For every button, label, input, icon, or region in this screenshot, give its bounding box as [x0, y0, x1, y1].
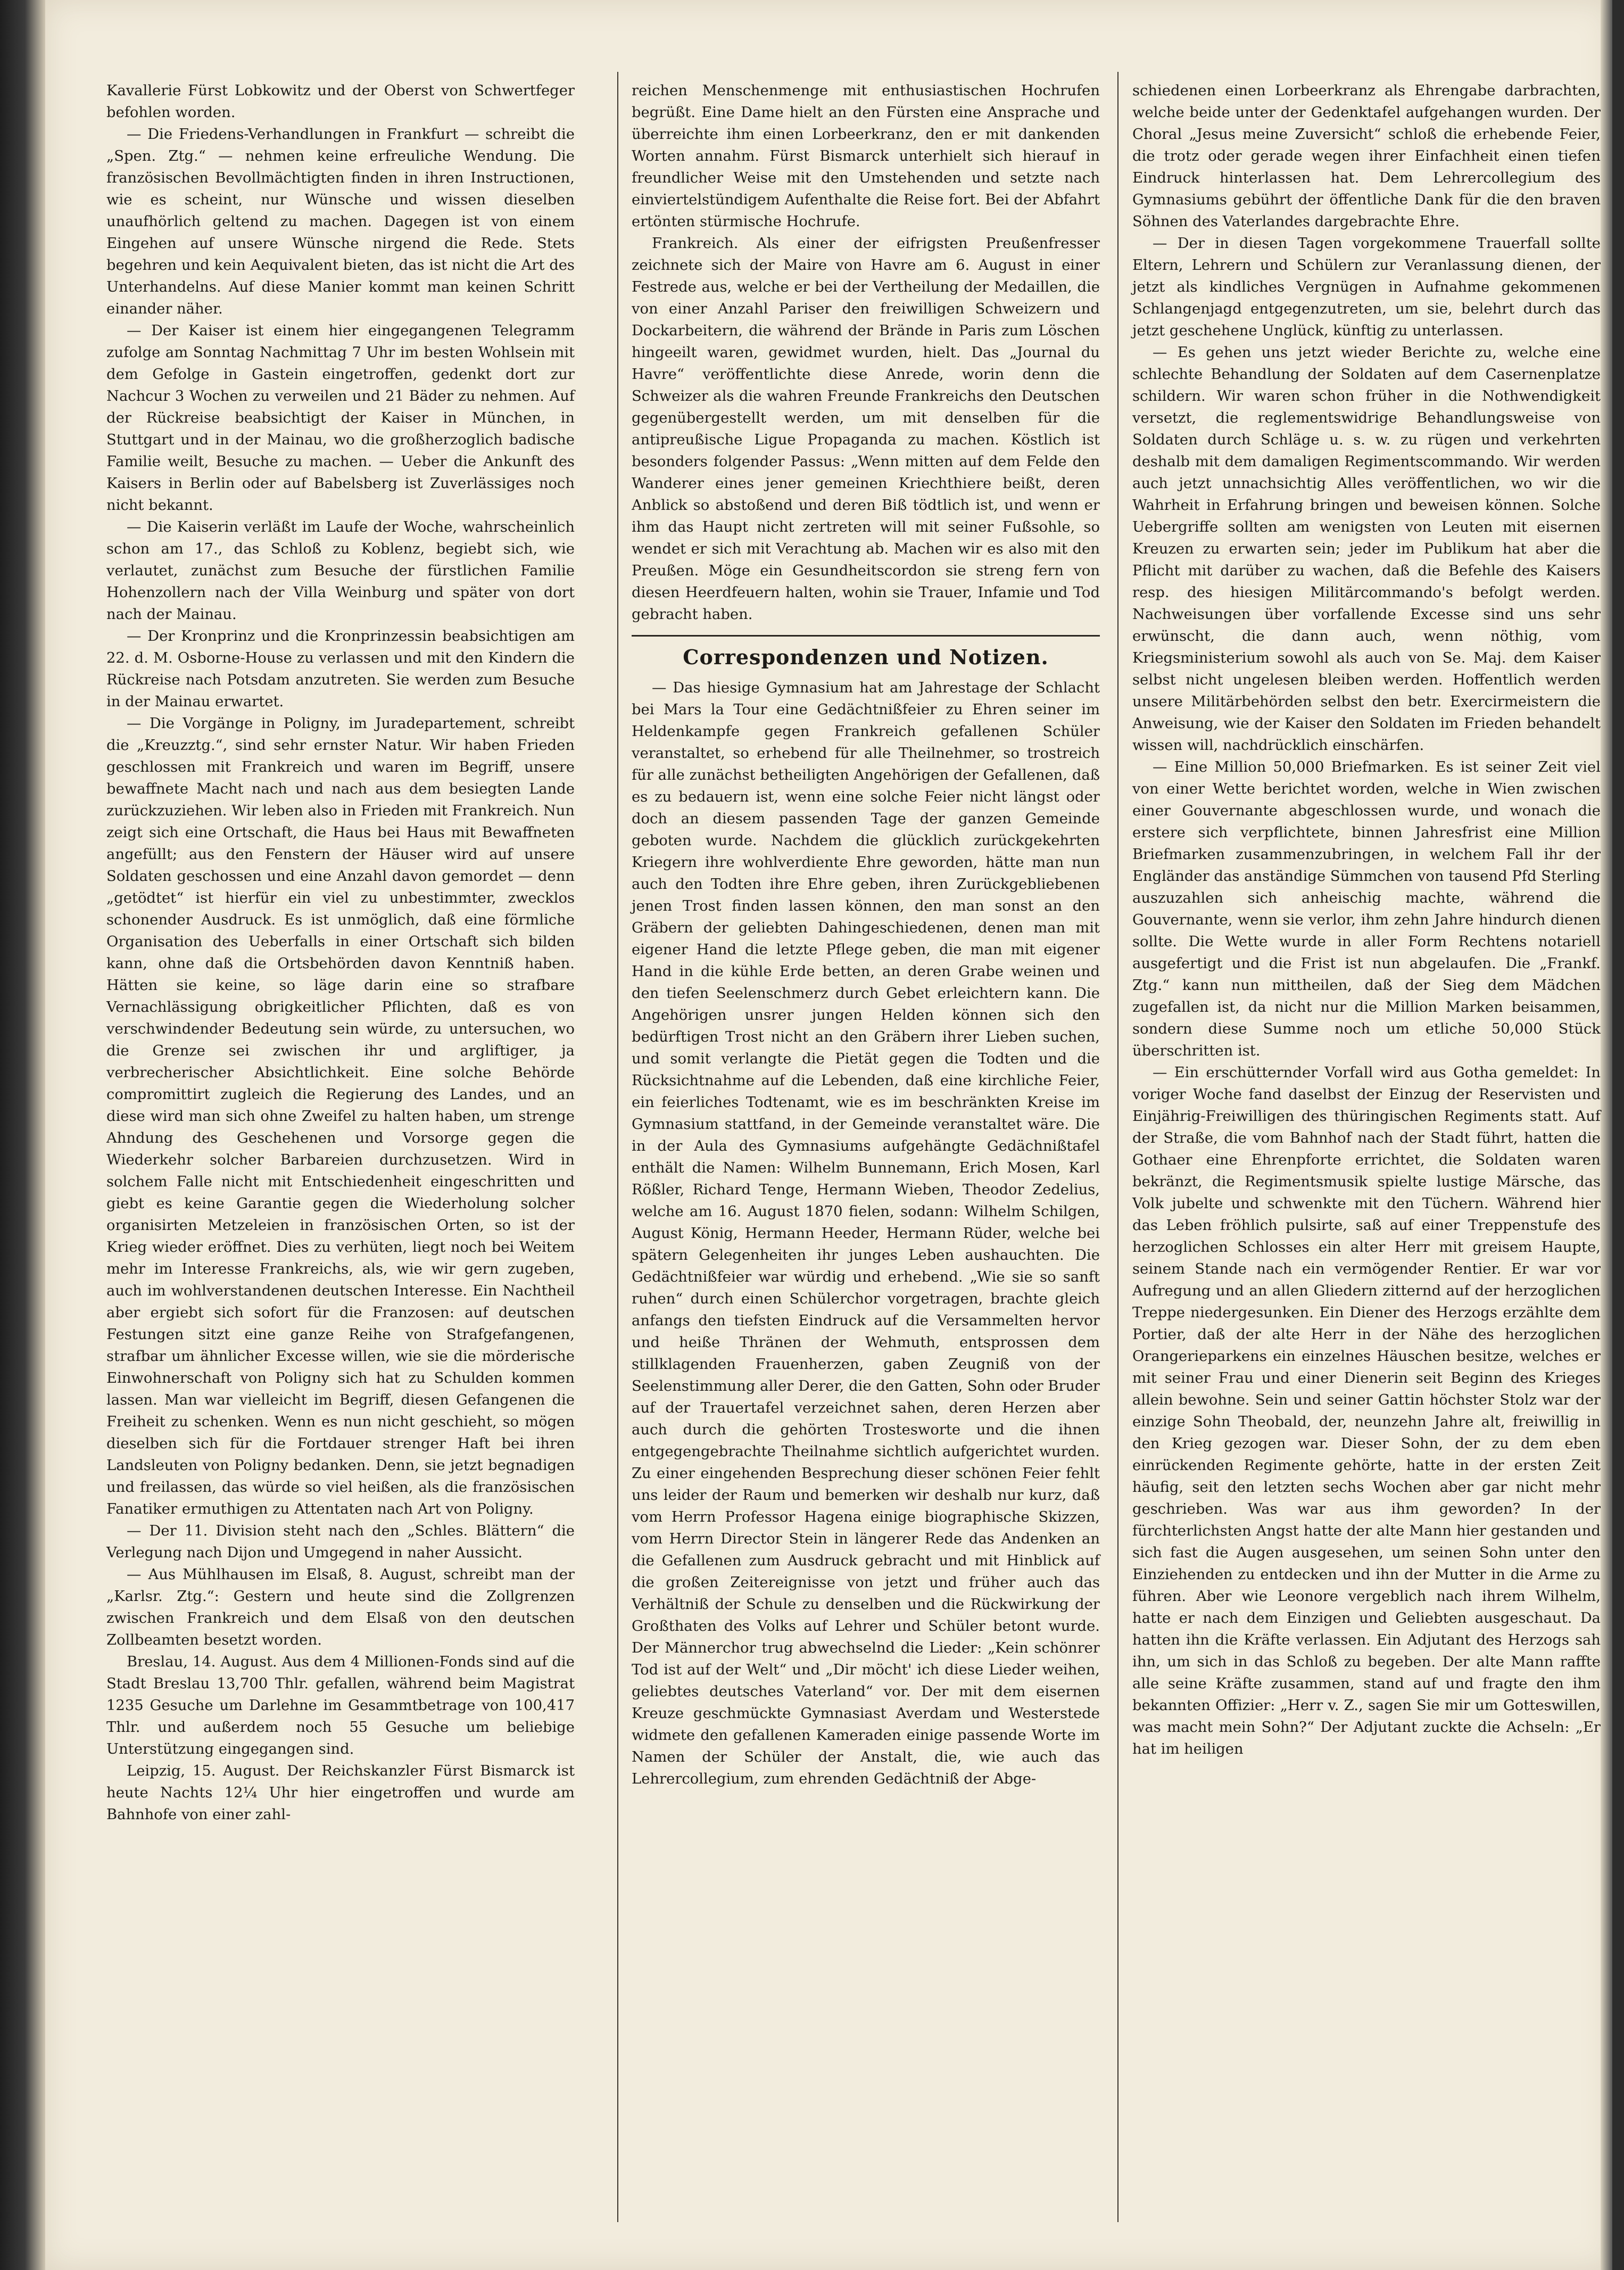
- article-paragraph: — Der 11. Division steht nach den „Schles. Blättern“ die Verlegung nach Dijon und Umgegend in naher Aussicht.: [106, 1523, 575, 1561]
- article-paragraph: — Eine Million 50,000 Briefmarken. Es ist seiner Zeit viel von einer Wette berichtet worden, welche in Wien zwischen einer Gouvernante abgeschlossen wurde, und wonach die erstere sich verpflichtete, binnen Jahresfrist eine Million Briefmarken zusammenzubringen, in welchem Fall ihr der Engländer das anständige Sümmchen von tausend Pfd Sterling auszuzahlen sich anheischig machte, während die Gouvernante, wenn sie verlor, ihm zehn Jahre hindurch dienen sollte. Die Wette wurde in aller Form Rechtens notariell ausgefertigt und die Frist ist nun abgelaufen. Die „Frankf. Ztg.“ kann nun mittheilen, daß der Sieg dem Mädchen zugefallen ist, da nicht nur die Million Marken beisammen, sondern diese Summe noch um etliche 50,000 Stück überschritten ist.: [1132, 759, 1601, 1059]
- article-paragraph: reichen Menschenmenge mit enthusiastischen Hochrufen begrüßt. Eine Dame hielt an den Fürsten eine Ansprache und überreichte ihm einen Lorbeerkranz, den er mit dankenden Worten annahm. Fürst Bismarck unterhielt sich hierauf in freundlicher Weise mit den Umstehenden und setzte nach einviertelstündigem Aufenthalte die Reise fort. Bei der Abfahrt ertönten stürmische Hochrufe.: [632, 82, 1100, 230]
- article-paragraph: Frankreich. Als einer der eifrigsten Preußenfresser zeichnete sich der Maire von Havre am 6. August in einer Festrede aus, welche er bei der Vertheilung der Medaillen, die von einer Anzahl Pariser den freiwilligen Schweizern und Dockarbeitern, die während der Brände in Paris zum Löschen hingeeilt waren, gewidmet wurden, hielt. Das „Journal du Havre“ veröffentlichte diese Anrede, worin denn die Schweizer als die wahren Freunde Frankreichs den Deutschen gegenübergestellt werden, um mit denselben für die antipreußische Ligue Propaganda zu machen. Köstlich ist besonders folgender Passus: „Wenn mitten auf dem Felde den Wanderer eines jener gemeinen Kriechthiere beißt, deren Anblick so abstoßend und deren Biß tödtlich ist, und wenn er ihm das Haupt nicht zertreten will mit seiner Fußsohle, so wendet er sich mit Verachtung ab. Machen wir es also mit den Preußen. Möge ein Gesundheitscordon sie streng fern von diesen Heerdfeuern halten, wohin sie Trauer, Infamie und Tod gebracht haben.: [632, 235, 1100, 623]
- column-3: [1132, 80, 1601, 1760]
- article-paragraph: — Es gehen uns jetzt wieder Berichte zu, welche eine schlechte Behandlung der Soldaten auf dem Casernenplatze schildern. Wir waren schon früher in die Nothwendigkeit versetzt, die reglementswidrige Behandlungsweise von Soldaten durch Schläge u. s. w. zu rügen und verkehrten deshalb mit dem damaligen Regimentscommando. Wir werden auch jetzt unnachsichtig Alles veröffentlichen, wo wir die Wahrheit in Erfahrung bringen und beweisen können. Solche Uebergriffe sollten am wenigsten von Leuten mit eisernen Kreuzen zu erwarten sein; jeder im Publikum hat aber die Pflicht mit darüber zu wachen, daß die Befehle des Kaisers resp. des hiesigen Militärcommando's befolgt werden. Nachweisungen über vorfallende Excesse sind uns sehr erwünscht, die dann auch, wenn nöthig, vom Kriegsministerium sowohl als auch von Se. Maj. dem Kaiser selbst nicht ungelesen bleiben werden. Hoffentlich werden unsere Militärbehörden selbst den betr. Exercirmeistern die Anweisung, wie der Kaiser den Soldaten im Frieden behandelt wissen will, nachdrücklich einschärfen.: [1132, 344, 1601, 754]
- page-binding-edge: [0, 0, 45, 2270]
- page-right-edge: [1601, 0, 1612, 2270]
- section-heading: Correspondenzen und Notizen.: [632, 635, 1100, 671]
- column-2: [632, 80, 1100, 1790]
- column-rule: [1117, 72, 1118, 2222]
- article-paragraph: schiedenen einen Lorbeerkranz als Ehrengabe darbrachten, welche beide unter der Gedenktafel aufgehangen wurden. Der Choral „Jesus meine Zuversicht“ schloß die erhebende Feier, die trotz oder gerade wegen ihrer Einfachheit einen tiefen Eindruck hinterlassen hat. Dem Lehrercollegium des Gymnasiums gebührt der öffentliche Dank für die den braven Söhnen des Vaterlandes dargebrachte Ehre.: [1132, 82, 1601, 230]
- article-paragraph: — Die Friedens-Verhandlungen in Frankfurt — schreibt die „Spen. Ztg.“ — nehmen keine erfreuliche Wendung. Die französischen Bevollmächtigten finden in ihren Instructionen, wie es scheint, nur Wünsche und wissen dieselben unaufhörlich geltend zu machen. Dagegen ist von einem Eingehen auf unsere Wünsche nirgend die Rede. Stets begehren und kein Aequivalent bieten, das ist nicht die Art des Unterhandelns. Auf diese Manier kommt man keinen Schritt einander näher.: [106, 126, 575, 317]
- article-paragraph: Kavallerie Fürst Lobkowitz und der Oberst von Schwertfeger befohlen worden.: [106, 82, 575, 121]
- column-2-bottom: [632, 677, 1100, 1790]
- article-paragraph: Leipzig, 15. August. Der Reichskanzler Fürst Bismarck ist heute Nachts 12¼ Uhr hier eingetroffen und wurde am Bahnhofe von einer zahl-: [106, 1763, 575, 1823]
- column-1: [106, 80, 575, 1826]
- article-paragraph: — Das hiesige Gymnasium hat am Jahrestage der Schlacht bei Mars la Tour eine Gedächtnißfeier zu Ehren seiner im Heldenkampfe gegen Frankreich gefallenen Schüler veranstaltet, so erhebend für alle Theilnehmer, so trostreich für alle zunächst betheiligten Angehörigen der Gefallenen, daß es zu bedauern ist, wenn eine solche Feier nicht längst oder doch an diesem passenden Tage der ganzen Gemeinde geboten wurde. Nachdem die glücklich zurückgekehrten Kriegern ihre wohlverdiente Ehre geworden, hätte man nun auch den Todten ihre Ehre geben, ihren Zurückgebliebenen jenen Trost finden lassen können, den man sonst an den Gräbern der geliebten Dahingeschiedenen, denen man mit eigener Hand die letzte Pflege geben, die man mit eigener Hand in die kühle Erde betten, an deren Grabe weinen und den tiefen Seelenschmerz durch Gebet erleichtern kann. Die Angehörigen unsrer jungen Helden können sich den bedürftigen Trost nicht an den Gräbern ihrer Lieben suchen, und somit verlangte die Pietät gegen die Todten und die Rücksichtnahme auf die Lebenden, daß eine kirchliche Feier, ein feierliches Todtenamt, wie es im beschränkten Kreise im Gymnasium stattfand, in der Gemeinde veranstaltet wäre. Die in der Aula des Gymnasiums aufgehängte Gedächnißtafel enthält die Namen: Wilhelm Bunnemann, Erich Mosen, Karl Rößler, Richard Tenge, Hermann Wieben, Theodor Zedelius, welche am 16. August 1870 fielen, sodann: Wilhelm Schilgen, August König, Hermann Heeder, Hermann Rüder, welche bei spätern Gelegenheiten ihr junges Leben aushauchten. Die Gedächtnißfeier war würdig und erhebend. „Wie sie so sanft ruhen“ durch einen Schülerchor vorgetragen, brachte gleich anfangs den tiefsten Eindruck auf die Versammelten hervor und heiße Thränen der Wehmuth, entsprossen dem stillklagenden Frauenherzen, gaben Zeugniß von der Seelenstimmung aller Derer, die den Gatten, Sohn oder Bruder auf der Trauertafel verzeichnet sahen, deren Herzen aber auch durch die gehörten Trostesworte und die ihnen entgegengebrachte Theilnahme sichtlich aufgerichtet wurden. Zu einer eingehenden Besprechung dieser schönen Feier fehlt uns leider der Raum und bemerken wir deshalb nur kurz, daß vom Herrn Professor Hagena einige biographische Skizzen, vom Herrn Director Stein in längerer Rede das Andenken an die Gefallenen zum Ausdruck gebracht und mit Hinblick auf die großen Zeitereignisse von jetzt und früher auch das Verhältniß der Schule zu denselben und die Rückwirkung der Großthaten des Volks auf Lehrer und Schüler betont wurde. Der Männerchor trug abwechselnd die Lieder: „Kein schönrer Tod ist auf der Welt“ und „Dir möcht' ich diese Lieder weihen, geliebtes deutsches Vaterland“ vor. Der mit dem eisernen Kreuze geschmückte Gymnasiast Averdam und Westerstede widmete den gefallenen Kameraden einige passende Worte im Namen der Schüler der Anstalt, die, wie auch das Lehrercollegium, zum ehrenden Gedächtniß der Abge-: [632, 680, 1100, 1787]
- column-2-top: [632, 80, 1100, 625]
- article-paragraph: — Der Kaiser ist einem hier eingegangenen Telegramm zufolge am Sonntag Nachmittag 7 Uhr im besten Wohlsein mit dem Gefolge in Gastein eingetroffen, gedenkt dort zur Nachcur 3 Wochen zu verweilen und 21 Bäder zu nehmen. Auf der Rückreise beabsichtigt der Kaiser in München, in Stuttgart und in der Mainau, wo die großherzoglich badische Familie weilt, Besuche zu machen. — Ueber die Ankunft des Kaisers in Berlin oder auf Babelsberg ist Zuverlässiges noch nicht bekannt.: [106, 323, 575, 514]
- article-paragraph: Breslau, 14. August. Aus dem 4 Millionen-Fonds sind auf die Stadt Breslau 13,700 Thlr. gefallen, während beim Magistrat 1235 Gesuche um Darlehne im Gesammtbetrage von 100,417 Thlr. und außerdem noch 55 Gesuche um beliebige Unterstützung eingegangen sind.: [106, 1654, 575, 1757]
- column-rule: [617, 72, 618, 2222]
- article-paragraph: — Die Kaiserin verläßt im Laufe der Woche, wahrscheinlich schon am 17., das Schloß zu Koblenz, begiebt sich, wie verlautet, zunächst zum Besuche der fürstlichen Familie Hohenzollern nach der Villa Weinburg und später von dort nach der Mainau.: [106, 519, 575, 623]
- article-paragraph: — Die Vorgänge in Poligny, im Juradepartement, schreibt die „Kreuzztg.“, sind sehr ernster Natur. Wir haben Frieden geschlossen mit Frankreich und waren im Begriff, unsere bewaffnete Macht nach und nach aus dem besiegten Lande zurückzuziehen. Wir leben also in Frieden mit Frankreich. Nun zeigt sich eine Ortschaft, die Haus bei Haus mit Bewaffneten angefüllt; aus den Fenstern der Häuser wird auf unsere Soldaten geschossen und eine Anzahl davon gemordet — denn „getödtet“ ist hierfür ein viel zu unbestimmter, zwecklos schonender Ausdruck. Es ist unmöglich, daß eine förmliche Organisation des Ueberfalls in einer Ortschaft sich bilden kann, ohne daß die Ortsbehörden davon Kenntniß haben. Hätten sie keine, so läge darin eine so strafbare Vernachlässigung obrigkeitlicher Pflichten, daß es von verschwindender Bedeutung sein würde, zu untersuchen, wo die Grenze sei zwischen ihr und argliftiger, ja verbrecherischer Absichtlichkeit. Eine solche Behörde compromittirt zugleich die Regierung des Landes, und an diese wird man sich ohne Zweifel zu halten haben, um strenge Ahndung des Geschehenen und Vorsorge gegen die Wiederkehr solcher Barbareien durchzusetzen. Wird in solchem Falle nicht mit Entschiedenheit eingeschritten und giebt es keine Garantie gegen die Wiederholung solcher organisirten Metzeleien in französischen Orten, so ist der Krieg wieder eröffnet. Dies zu verhüten, liegt noch bei Weitem mehr im Interesse Frankreichs, als, wie wir gern zugeben, auch im wohlverstandenen deutschen Interesse. Ein Nachtheil aber ergiebt sich sofort für die Franzosen: auf deutschen Festungen sitzt eine ganze Reihe von Strafgefangenen, strafbar um ähnlicher Excesse willen, wie sie die mörderische Einwohnerschaft von Poligny sich hat zu Schulden kommen lassen. Man war vielleicht im Begriff, diesen Gefangenen die Freiheit zu schenken. Wenn es nun nicht geschieht, so mögen dieselben sich für die Fortdauer strenger Haft bei ihren Landsleuten von Poligny bedanken. Denn, sie jetzt begnadigen und freilassen, das würde so viel heißen, als die französischen Fanatiker ermuthigen zu Attentaten nach Art von Poligny.: [106, 715, 575, 1517]
- article-paragraph: — Ein erschütternder Vorfall wird aus Gotha gemeldet: In voriger Woche fand daselbst der Einzug der Reservisten und Einjährig-Freiwilligen des thüringischen Regiments statt. Auf der Straße, die vom Bahnhof nach der Stadt führt, hatten die Gothaer eine Ehrenpforte errichtet, die Soldaten waren bekränzt, die Regimentsmusik spielte lustige Märsche, das Volk jubelte und schwenkte mit den Tüchern. Während hier das Leben fröhlich pulsirte, saß auf einer Treppenstufe des herzoglichen Schlosses ein alter Herr mit greisem Haupte, seinem Stande nach ein vermögender Rentier. Er war vor Aufregung und an allen Gliedern zitternd auf der herzoglichen Treppe niedergesunken. Ein Diener des Herzogs erzählte dem Portier, daß der alte Herr in der Nähe des herzoglichen Orangerieparkens ein einzelnes Häuschen besitze, welches er mit seiner Frau und einer Dienerin seit Beginn des Krieges allein bewohne. Sein und seiner Gattin höchster Stolz war der einzige Sohn Theobald, der, neunzehn Jahre alt, freiwillig in den Krieg gezogen war. Dieser Sohn, der zu dem eben einrückenden Regimente gehörte, hatte in der ersten Zeit häufig, seit den letzten sechs Wochen aber gar nicht mehr geschrieben. Was war aus ihm geworden? In der fürchterlichsten Angst hatte der alte Mann hier gestanden und sich fast die Augen ausgesehen, um seinen Sohn unter den Einziehenden zu entdecken und ihn der Mutter in die Arme zu führen. Aber wie Leonore vergeblich nach ihrem Wilhelm, hatte er nach dem Einzigen und Geliebten ausgeschaut. Da hatten ihn die Kräfte verlassen. Ein Adjutant des Herzogs sah ihn, um sich in das Schloß zu begeben. Der alte Mann raffte alle seine Kräfte zusammen, stand auf und fragte den ihm bekannten Offizier: „Herr v. Z., sagen Sie mir um Gotteswillen, was macht mein Sohn?“ Der Adjutant zuckte die Achseln: „Er hat im heiligen: [1132, 1064, 1601, 1757]
- article-paragraph: — Aus Mühlhausen im Elsaß, 8. August, schreibt man der „Karlsr. Ztg.“: Gestern und heute sind die Zollgrenzen zwischen Frankreich und dem Elsaß von den deutschen Zollbeamten besetzt worden.: [106, 1566, 575, 1648]
- article-paragraph: — Der Kronprinz und die Kronprinzessin beabsichtigen am 22. d. M. Osborne-House zu verlassen und mit den Kindern die Rückreise nach Potsdam anzutreten. Sie werden zum Besuche in der Mainau erwartet.: [106, 628, 575, 710]
- article-paragraph: — Der in diesen Tagen vorgekommene Trauerfall sollte Eltern, Lehrern und Schülern zur Veranlassung dienen, der jetzt als kindliches Vergnügen in Aufnahme gekommenen Schlangenjagd entgegenzutreten, um sie, belehrt durch das jetzt geschehene Unglück, künftig zu unterlassen.: [1132, 235, 1601, 339]
